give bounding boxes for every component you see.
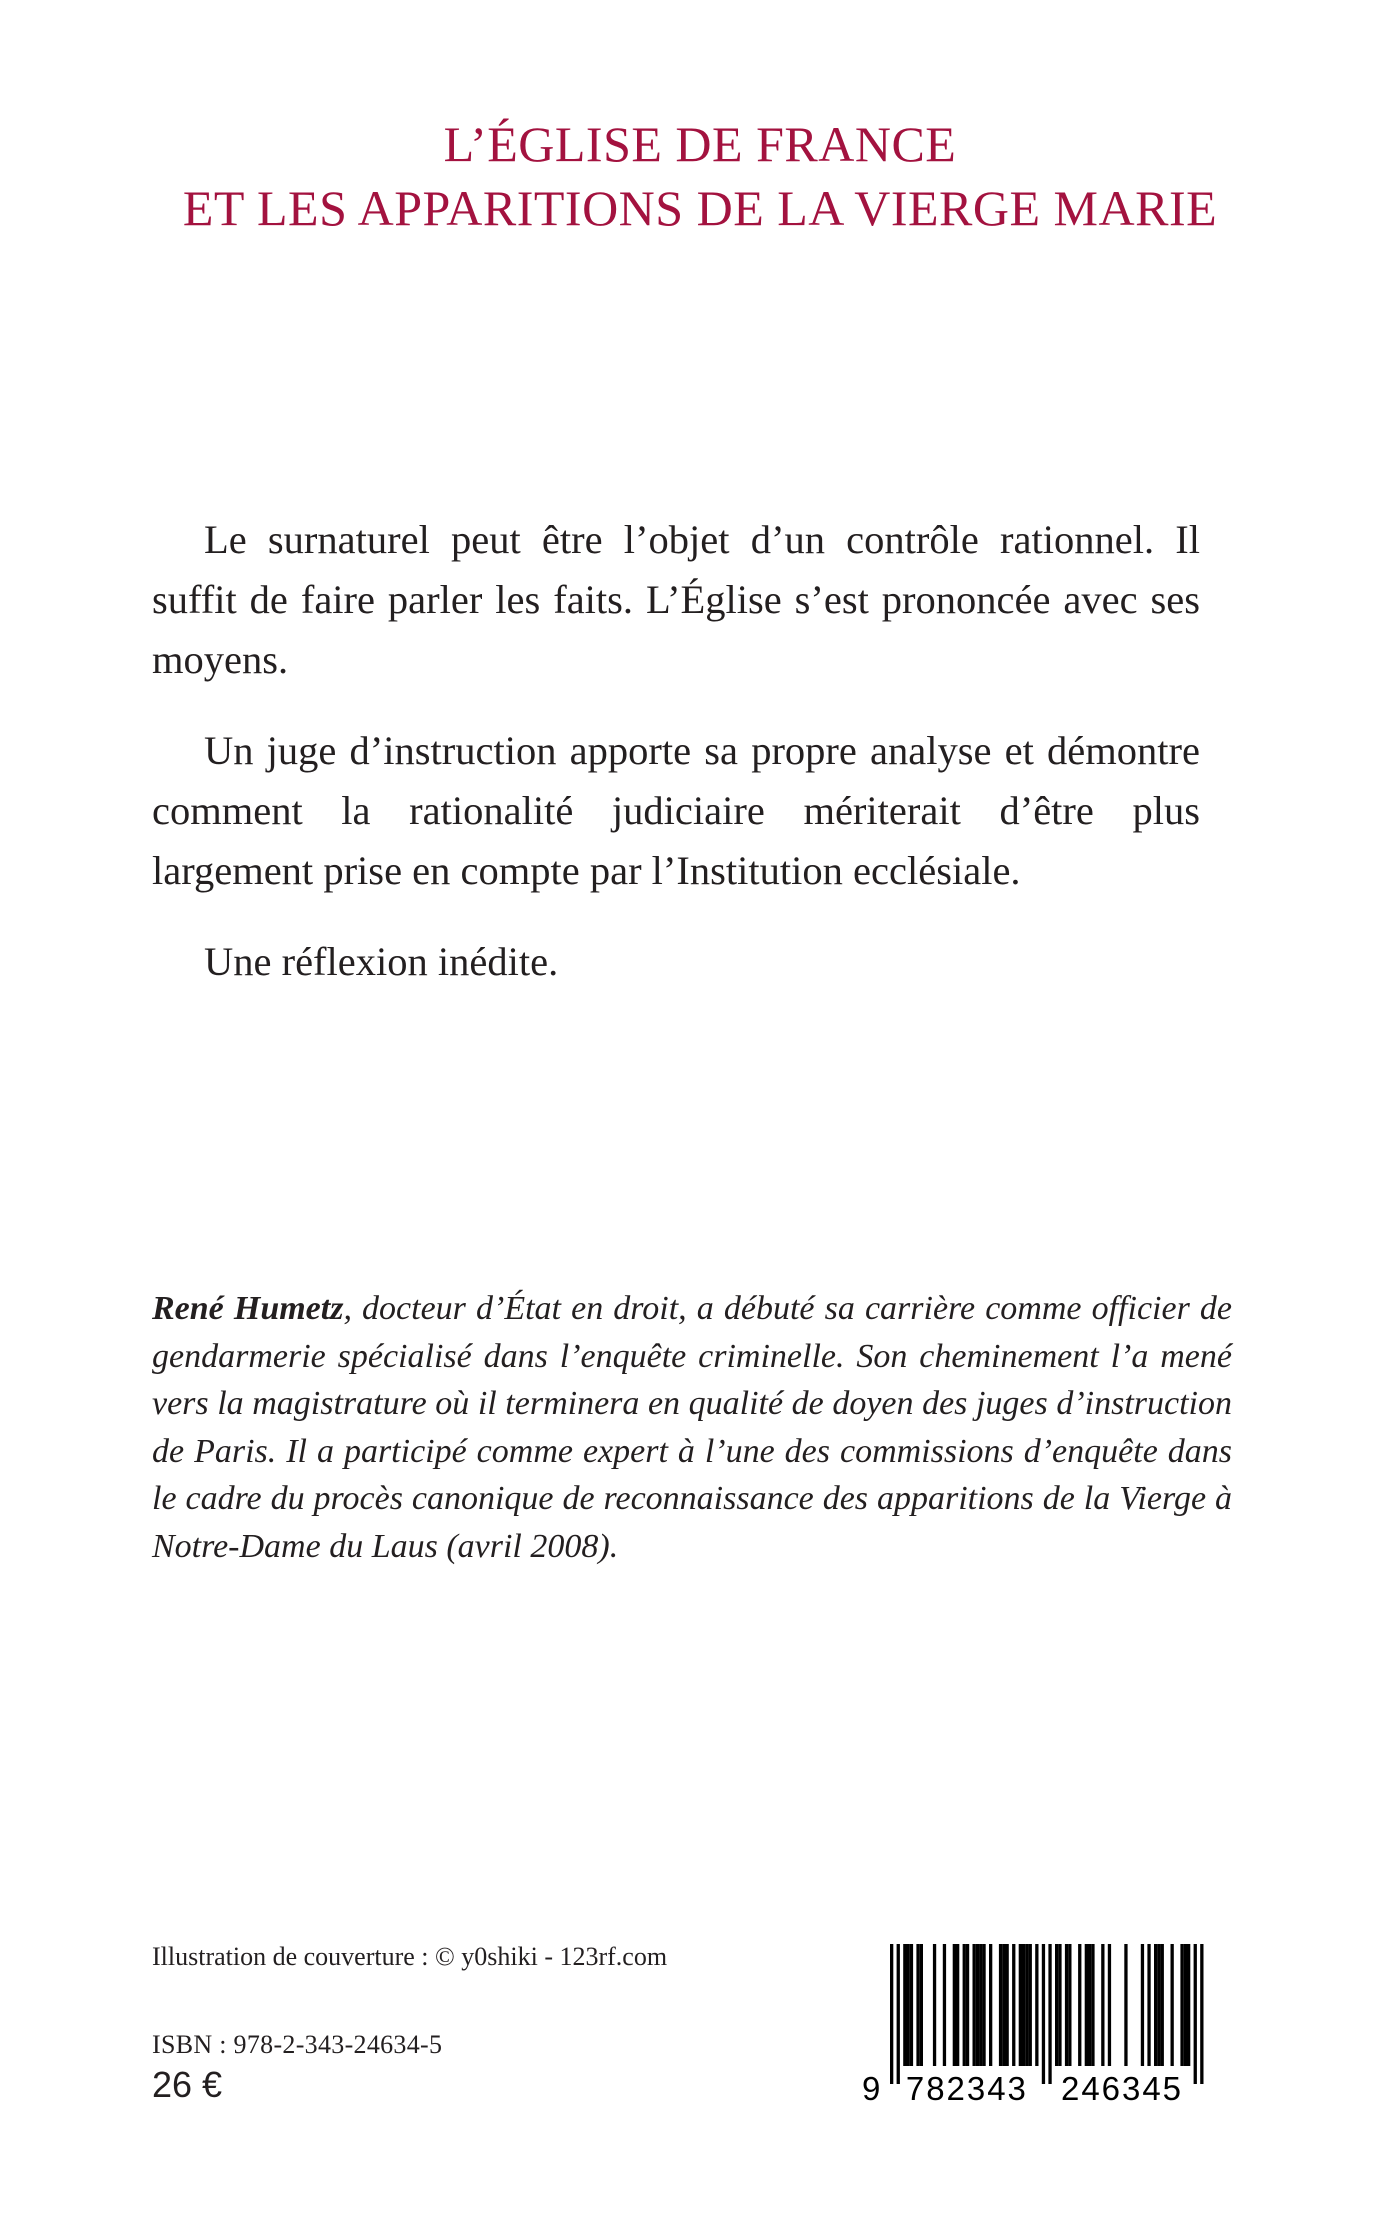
ean13-barcode-graphic	[860, 1940, 1220, 2110]
isbn-number: ISBN : 978-2-343-24634-5	[152, 2030, 443, 2059]
barcode-digits: 246345	[1061, 2070, 1181, 2107]
barcode-bar	[989, 1944, 992, 2066]
book-title	[0, 112, 1400, 240]
barcode-bar	[1025, 1944, 1028, 2066]
barcode-digits: 9	[862, 2070, 881, 2107]
barcode-bar	[1048, 1944, 1051, 2084]
barcode-bar	[1108, 1944, 1111, 2066]
barcode-bar	[1006, 1944, 1009, 2066]
barcode-bar	[1055, 1944, 1058, 2066]
barcode-bar	[910, 1944, 913, 2066]
barcode-bar	[907, 1944, 910, 2066]
barcode-bar	[1171, 1944, 1174, 2066]
barcode-bar	[933, 1944, 936, 2066]
barcode-bar	[963, 1944, 966, 2066]
barcode-bar	[1154, 1944, 1157, 2066]
barcode-bar	[1022, 1944, 1025, 2066]
barcode-bar	[1078, 1944, 1081, 2066]
barcode-bar	[982, 1944, 985, 2066]
barcode-bar	[953, 1944, 956, 2066]
barcode-bar	[920, 1944, 923, 2066]
barcode-bar	[1101, 1944, 1104, 2066]
author-bio-text: , docteur d’État en droit, a débuté sa carrière comme officier de gendarmerie spécialisé dans l’enquête criminelle. Son cheminement l’a mené vers la magistrature où il terminera en qualité de doyen des juges d’instruction de Paris. Il a participé comme expert à l’une des commissions d’enquête dans le cadre du procès canonique de reconnaissance des apparitions de la Vierge à Notre-Dame du Laus (avril 2008).	[152, 1290, 1232, 1565]
blurb-paragraph-2: Un juge d’instruction apporte sa propre analyse et démontre comment la rationalité judiciaire mériterait d’être plus largement prise en compte par l’Institution ecclésiale.	[152, 728, 1200, 893]
barcode-bar	[890, 1944, 893, 2084]
illustration-credit: Illustration de couverture : © y0shiki - 123rf.com	[152, 1942, 668, 1971]
barcode-bar	[1019, 1944, 1022, 2066]
author-biography	[152, 1285, 1232, 1570]
barcode-bar	[1091, 1944, 1094, 2066]
barcode-bar	[1184, 1944, 1187, 2066]
barcode-digits: 782343	[905, 2070, 1026, 2107]
barcode-bar	[966, 1944, 969, 2066]
price-label: 26 €	[152, 2064, 223, 2105]
barcode-bar	[1194, 1944, 1197, 2084]
barcode-bar	[999, 1944, 1002, 2066]
barcode-bar	[1187, 1944, 1190, 2066]
barcode-bar	[1035, 1944, 1038, 2066]
title-line-2: ET LES APPARITIONS DE LA VIERGE MARIE	[182, 180, 1218, 236]
blurb-paragraph-3: Une réflexion inédite.	[204, 939, 559, 984]
barcode-bar	[1180, 1944, 1183, 2066]
barcode-bar	[979, 1944, 982, 2066]
blurb-paragraph-1: Le surnaturel peut être l’objet d’un contrôle rationnel. Il suffit de faire parler les faits. L’Église s’est prononcée avec ses moyens.	[152, 517, 1200, 682]
barcode-bar	[1042, 1944, 1045, 2084]
barcode-bar	[1141, 1944, 1144, 2066]
barcode-bar	[1157, 1944, 1160, 2066]
barcode-bar	[956, 1944, 959, 2066]
author-name: René Humetz	[152, 1290, 344, 1327]
title-line-1: L’ÉGLISE DE FRANCE	[443, 116, 957, 172]
barcode-bar	[897, 1944, 900, 2084]
barcode-bar	[1147, 1944, 1150, 2066]
barcode-bar	[1065, 1944, 1068, 2066]
barcode-bar	[1029, 1944, 1032, 2066]
barcode-bar	[1002, 1944, 1005, 2066]
barcode-bar	[1124, 1944, 1127, 2066]
barcode-bar	[1058, 1944, 1061, 2066]
barcode-bar	[1085, 1944, 1088, 2066]
barcode-bar	[1161, 1944, 1164, 2066]
barcode-bar	[973, 1944, 976, 2066]
barcode-bar	[1012, 1944, 1015, 2066]
barcode-bar	[916, 1944, 919, 2066]
barcode	[860, 1940, 1220, 2110]
barcode-bar	[1088, 1944, 1091, 2066]
barcode-bar	[903, 1944, 906, 2066]
barcode-bar	[1068, 1944, 1071, 2066]
barcode-bar	[976, 1944, 979, 2066]
barcode-bar	[943, 1944, 946, 2066]
barcode-bar	[1200, 1944, 1203, 2084]
